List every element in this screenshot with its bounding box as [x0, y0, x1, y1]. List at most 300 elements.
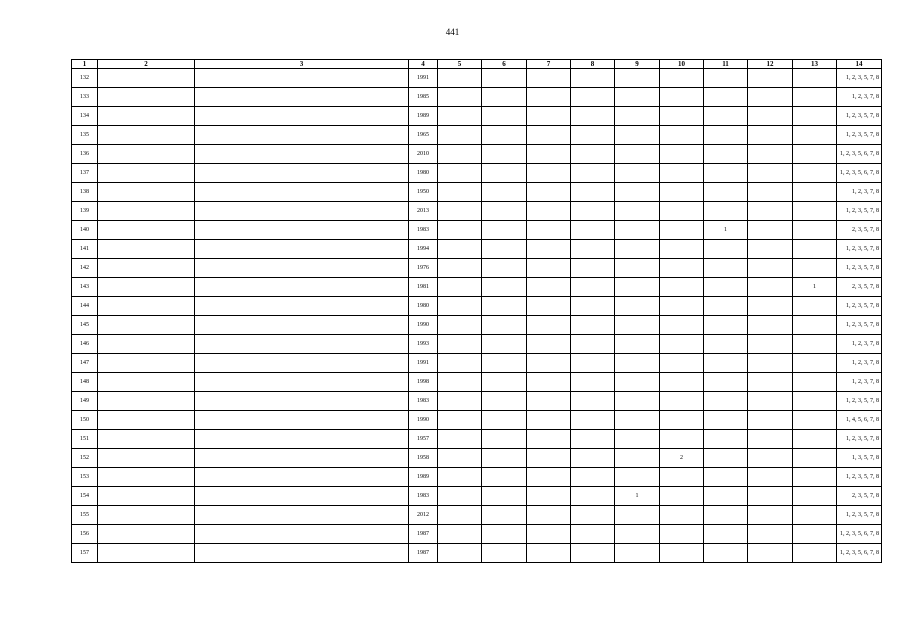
year-cell: 1989 — [409, 107, 438, 126]
empty-cell — [482, 202, 527, 221]
empty-cell — [527, 487, 571, 506]
district-cell — [98, 88, 195, 107]
empty-cell — [527, 278, 571, 297]
column-14-cell: 1, 2, 3, 5, 7, 8 — [837, 107, 882, 126]
column-10-cell — [660, 107, 704, 126]
empty-cell — [527, 544, 571, 563]
empty-cell — [748, 221, 793, 240]
column-header: 9 — [615, 60, 660, 69]
district-cell — [98, 449, 195, 468]
empty-cell — [482, 278, 527, 297]
district-cell — [98, 316, 195, 335]
address-cell — [195, 316, 409, 335]
district-cell — [98, 259, 195, 278]
row-number: 148 — [72, 373, 98, 392]
column-11-cell — [704, 525, 748, 544]
column-header: 12 — [748, 60, 793, 69]
empty-cell — [482, 183, 527, 202]
column-13-cell — [793, 468, 837, 487]
table-row — [72, 240, 882, 259]
empty-cell — [438, 202, 482, 221]
column-11-cell — [704, 354, 748, 373]
row-number: 141 — [72, 240, 98, 259]
column-9-cell: 1 — [615, 487, 660, 506]
column-header: 10 — [660, 60, 704, 69]
district-cell — [98, 297, 195, 316]
empty-cell — [482, 506, 527, 525]
district-cell — [98, 69, 195, 88]
column-11-cell — [704, 411, 748, 430]
empty-cell — [438, 430, 482, 449]
empty-cell — [748, 183, 793, 202]
district-cell — [98, 487, 195, 506]
empty-cell — [438, 221, 482, 240]
column-13-cell — [793, 221, 837, 240]
column-14-cell: 1, 2, 3, 7, 8 — [837, 335, 882, 354]
column-13-cell — [793, 297, 837, 316]
empty-cell — [571, 392, 615, 411]
district-cell — [98, 335, 195, 354]
table-row — [72, 259, 882, 278]
empty-cell — [527, 202, 571, 221]
column-13-cell — [793, 259, 837, 278]
empty-cell — [482, 411, 527, 430]
column-14-cell: 1, 2, 3, 5, 6, 7, 8 — [837, 544, 882, 563]
column-header: 4 — [409, 60, 438, 69]
table-row — [72, 487, 882, 506]
table-row — [72, 221, 882, 240]
empty-cell — [482, 487, 527, 506]
column-13-cell — [793, 392, 837, 411]
address-cell — [195, 506, 409, 525]
empty-cell — [482, 221, 527, 240]
year-cell: 1991 — [409, 354, 438, 373]
district-cell — [98, 506, 195, 525]
empty-cell — [527, 411, 571, 430]
row-number: 140 — [72, 221, 98, 240]
column-10-cell — [660, 392, 704, 411]
column-11-cell — [704, 183, 748, 202]
column-10-cell — [660, 335, 704, 354]
column-11-cell — [704, 297, 748, 316]
empty-cell — [482, 164, 527, 183]
empty-cell — [438, 449, 482, 468]
table-row — [72, 88, 882, 107]
column-9-cell — [615, 354, 660, 373]
row-number: 156 — [72, 525, 98, 544]
address-cell — [195, 373, 409, 392]
empty-cell — [482, 373, 527, 392]
year-cell: 1987 — [409, 544, 438, 563]
column-9-cell — [615, 316, 660, 335]
column-11-cell: 1 — [704, 221, 748, 240]
year-cell: 1990 — [409, 411, 438, 430]
empty-cell — [571, 278, 615, 297]
column-10-cell — [660, 525, 704, 544]
column-14-cell: 2, 3, 5, 7, 8 — [837, 221, 882, 240]
column-header: 2 — [98, 60, 195, 69]
empty-cell — [527, 335, 571, 354]
column-9-cell — [615, 297, 660, 316]
table-row — [72, 126, 882, 145]
empty-cell — [571, 297, 615, 316]
empty-cell — [571, 164, 615, 183]
empty-cell — [571, 354, 615, 373]
column-9-cell — [615, 183, 660, 202]
address-cell — [195, 449, 409, 468]
column-13-cell — [793, 430, 837, 449]
empty-cell — [748, 107, 793, 126]
column-9-cell — [615, 240, 660, 259]
column-9-cell — [615, 259, 660, 278]
empty-cell — [482, 316, 527, 335]
empty-cell — [482, 468, 527, 487]
empty-cell — [438, 126, 482, 145]
empty-cell — [438, 335, 482, 354]
column-14-cell: 1, 4, 5, 6, 7, 8 — [837, 411, 882, 430]
empty-cell — [438, 88, 482, 107]
column-9-cell — [615, 278, 660, 297]
year-cell: 1980 — [409, 164, 438, 183]
year-cell: 1991 — [409, 69, 438, 88]
empty-cell — [438, 354, 482, 373]
empty-cell — [438, 392, 482, 411]
column-13-cell — [793, 88, 837, 107]
column-10-cell — [660, 221, 704, 240]
table-row — [72, 525, 882, 544]
empty-cell — [438, 316, 482, 335]
column-14-cell: 2, 3, 5, 7, 8 — [837, 278, 882, 297]
empty-cell — [438, 183, 482, 202]
table-row — [72, 354, 882, 373]
empty-cell — [571, 107, 615, 126]
address-cell — [195, 88, 409, 107]
column-11-cell — [704, 392, 748, 411]
table-row — [72, 145, 882, 164]
column-11-cell — [704, 544, 748, 563]
column-11-cell — [704, 335, 748, 354]
empty-cell — [748, 88, 793, 107]
empty-cell — [482, 126, 527, 145]
empty-cell — [527, 145, 571, 164]
empty-cell — [748, 316, 793, 335]
district-cell — [98, 392, 195, 411]
column-13-cell — [793, 69, 837, 88]
row-number: 139 — [72, 202, 98, 221]
district-cell — [98, 221, 195, 240]
empty-cell — [438, 145, 482, 164]
empty-cell — [527, 392, 571, 411]
row-number: 134 — [72, 107, 98, 126]
address-cell — [195, 297, 409, 316]
column-9-cell — [615, 202, 660, 221]
empty-cell — [571, 487, 615, 506]
empty-cell — [571, 506, 615, 525]
column-9-cell — [615, 525, 660, 544]
empty-cell — [527, 468, 571, 487]
column-11-cell — [704, 430, 748, 449]
empty-cell — [571, 316, 615, 335]
empty-cell — [527, 525, 571, 544]
empty-cell — [571, 544, 615, 563]
empty-cell — [482, 335, 527, 354]
column-9-cell — [615, 392, 660, 411]
table-row — [72, 316, 882, 335]
column-13-cell — [793, 145, 837, 164]
year-cell: 1983 — [409, 487, 438, 506]
empty-cell — [748, 468, 793, 487]
column-14-cell: 1, 2, 3, 5, 7, 8 — [837, 297, 882, 316]
column-13-cell — [793, 449, 837, 468]
empty-cell — [482, 525, 527, 544]
row-number: 143 — [72, 278, 98, 297]
address-cell — [195, 411, 409, 430]
column-13-cell — [793, 164, 837, 183]
column-14-cell: 1, 2, 3, 5, 7, 8 — [837, 316, 882, 335]
column-13-cell — [793, 316, 837, 335]
year-cell: 2010 — [409, 145, 438, 164]
column-13-cell — [793, 354, 837, 373]
column-10-cell — [660, 373, 704, 392]
empty-cell — [748, 392, 793, 411]
row-number: 157 — [72, 544, 98, 563]
empty-cell — [748, 373, 793, 392]
column-14-cell: 1, 2, 3, 5, 7, 8 — [837, 430, 882, 449]
district-cell — [98, 430, 195, 449]
column-9-cell — [615, 373, 660, 392]
column-10-cell — [660, 164, 704, 183]
empty-cell — [482, 354, 527, 373]
district-cell — [98, 468, 195, 487]
column-13-cell — [793, 202, 837, 221]
column-10-cell — [660, 487, 704, 506]
row-number: 145 — [72, 316, 98, 335]
district-cell — [98, 145, 195, 164]
column-9-cell — [615, 107, 660, 126]
district-cell — [98, 354, 195, 373]
empty-cell — [527, 221, 571, 240]
row-number: 149 — [72, 392, 98, 411]
page-number: 441 — [445, 27, 460, 37]
empty-cell — [438, 487, 482, 506]
column-14-cell: 1, 2, 3, 5, 7, 8 — [837, 506, 882, 525]
column-14-cell: 2, 3, 5, 7, 8 — [837, 487, 882, 506]
empty-cell — [482, 430, 527, 449]
column-9-cell — [615, 335, 660, 354]
data-table — [71, 59, 882, 563]
empty-cell — [571, 525, 615, 544]
column-14-cell: 1, 2, 3, 5, 6, 7, 8 — [837, 145, 882, 164]
address-cell — [195, 107, 409, 126]
table-row — [72, 278, 882, 297]
empty-cell — [571, 221, 615, 240]
empty-cell — [482, 69, 527, 88]
empty-cell — [748, 240, 793, 259]
empty-cell — [571, 373, 615, 392]
column-13-cell — [793, 373, 837, 392]
empty-cell — [527, 316, 571, 335]
empty-cell — [571, 88, 615, 107]
column-9-cell — [615, 506, 660, 525]
column-10-cell — [660, 183, 704, 202]
district-cell — [98, 278, 195, 297]
column-header: 14 — [837, 60, 882, 69]
empty-cell — [438, 297, 482, 316]
column-14-cell: 1, 2, 3, 5, 6, 7, 8 — [837, 525, 882, 544]
row-number: 144 — [72, 297, 98, 316]
empty-cell — [438, 240, 482, 259]
column-11-cell — [704, 278, 748, 297]
year-cell: 1957 — [409, 430, 438, 449]
empty-cell — [527, 430, 571, 449]
column-10-cell — [660, 544, 704, 563]
column-14-cell: 1, 2, 3, 5, 7, 8 — [837, 392, 882, 411]
column-13-cell — [793, 544, 837, 563]
empty-cell — [527, 354, 571, 373]
empty-cell — [748, 297, 793, 316]
column-11-cell — [704, 107, 748, 126]
empty-cell — [748, 525, 793, 544]
row-number: 154 — [72, 487, 98, 506]
column-14-cell: 1, 2, 3, 5, 6, 7, 8 — [837, 164, 882, 183]
district-cell — [98, 183, 195, 202]
empty-cell — [438, 468, 482, 487]
year-cell: 1965 — [409, 126, 438, 145]
empty-cell — [571, 69, 615, 88]
empty-cell — [482, 145, 527, 164]
column-header: 5 — [438, 60, 482, 69]
empty-cell — [571, 468, 615, 487]
column-9-cell — [615, 430, 660, 449]
column-header: 6 — [482, 60, 527, 69]
column-10-cell — [660, 69, 704, 88]
empty-cell — [527, 88, 571, 107]
column-10-cell — [660, 278, 704, 297]
address-cell — [195, 278, 409, 297]
year-cell: 1985 — [409, 88, 438, 107]
empty-cell — [571, 202, 615, 221]
column-13-cell — [793, 487, 837, 506]
row-number: 137 — [72, 164, 98, 183]
empty-cell — [748, 126, 793, 145]
column-11-cell — [704, 145, 748, 164]
row-number: 133 — [72, 88, 98, 107]
column-13-cell — [793, 183, 837, 202]
column-9-cell — [615, 126, 660, 145]
column-14-cell: 1, 2, 3, 5, 7, 8 — [837, 202, 882, 221]
year-cell: 1950 — [409, 183, 438, 202]
column-10-cell — [660, 316, 704, 335]
empty-cell — [748, 506, 793, 525]
district-cell — [98, 164, 195, 183]
empty-cell — [571, 430, 615, 449]
row-number: 150 — [72, 411, 98, 430]
column-10-cell — [660, 506, 704, 525]
district-cell — [98, 126, 195, 145]
empty-cell — [748, 145, 793, 164]
column-11-cell — [704, 487, 748, 506]
empty-cell — [748, 487, 793, 506]
empty-cell — [438, 411, 482, 430]
column-9-cell — [615, 449, 660, 468]
table-row — [72, 297, 882, 316]
table-row — [72, 202, 882, 221]
empty-cell — [527, 449, 571, 468]
empty-cell — [748, 354, 793, 373]
column-10-cell — [660, 88, 704, 107]
column-11-cell — [704, 468, 748, 487]
table-row — [72, 449, 882, 468]
empty-cell — [748, 202, 793, 221]
empty-cell — [527, 506, 571, 525]
empty-cell — [748, 411, 793, 430]
district-cell — [98, 240, 195, 259]
column-9-cell — [615, 468, 660, 487]
address-cell — [195, 126, 409, 145]
table-row — [72, 107, 882, 126]
address-cell — [195, 145, 409, 164]
empty-cell — [438, 373, 482, 392]
column-9-cell — [615, 69, 660, 88]
column-14-cell: 1, 2, 3, 5, 7, 8 — [837, 240, 882, 259]
empty-cell — [482, 392, 527, 411]
district-cell — [98, 525, 195, 544]
table-row — [72, 164, 882, 183]
row-number: 153 — [72, 468, 98, 487]
empty-cell — [748, 164, 793, 183]
column-header: 3 — [195, 60, 409, 69]
empty-cell — [438, 164, 482, 183]
empty-cell — [527, 164, 571, 183]
empty-cell — [438, 506, 482, 525]
row-number: 146 — [72, 335, 98, 354]
column-header: 1 — [72, 60, 98, 69]
address-cell — [195, 69, 409, 88]
empty-cell — [527, 297, 571, 316]
column-header: 11 — [704, 60, 748, 69]
empty-cell — [527, 240, 571, 259]
empty-cell — [438, 525, 482, 544]
column-11-cell — [704, 506, 748, 525]
year-cell: 1989 — [409, 468, 438, 487]
column-10-cell — [660, 468, 704, 487]
row-number: 151 — [72, 430, 98, 449]
table-row — [72, 69, 882, 88]
column-14-cell: 1, 2, 3, 5, 7, 8 — [837, 259, 882, 278]
year-cell: 1990 — [409, 316, 438, 335]
empty-cell — [482, 259, 527, 278]
column-11-cell — [704, 88, 748, 107]
empty-cell — [527, 259, 571, 278]
column-13-cell — [793, 126, 837, 145]
address-cell — [195, 221, 409, 240]
column-14-cell: 1, 2, 3, 5, 7, 8 — [837, 126, 882, 145]
column-10-cell — [660, 430, 704, 449]
empty-cell — [482, 88, 527, 107]
empty-cell — [482, 107, 527, 126]
empty-cell — [438, 259, 482, 278]
address-cell — [195, 525, 409, 544]
column-10-cell — [660, 354, 704, 373]
column-10-cell — [660, 297, 704, 316]
address-cell — [195, 487, 409, 506]
column-14-cell: 1, 2, 3, 7, 8 — [837, 183, 882, 202]
column-11-cell — [704, 202, 748, 221]
column-10-cell — [660, 411, 704, 430]
empty-cell — [438, 107, 482, 126]
empty-cell — [748, 430, 793, 449]
empty-cell — [527, 107, 571, 126]
